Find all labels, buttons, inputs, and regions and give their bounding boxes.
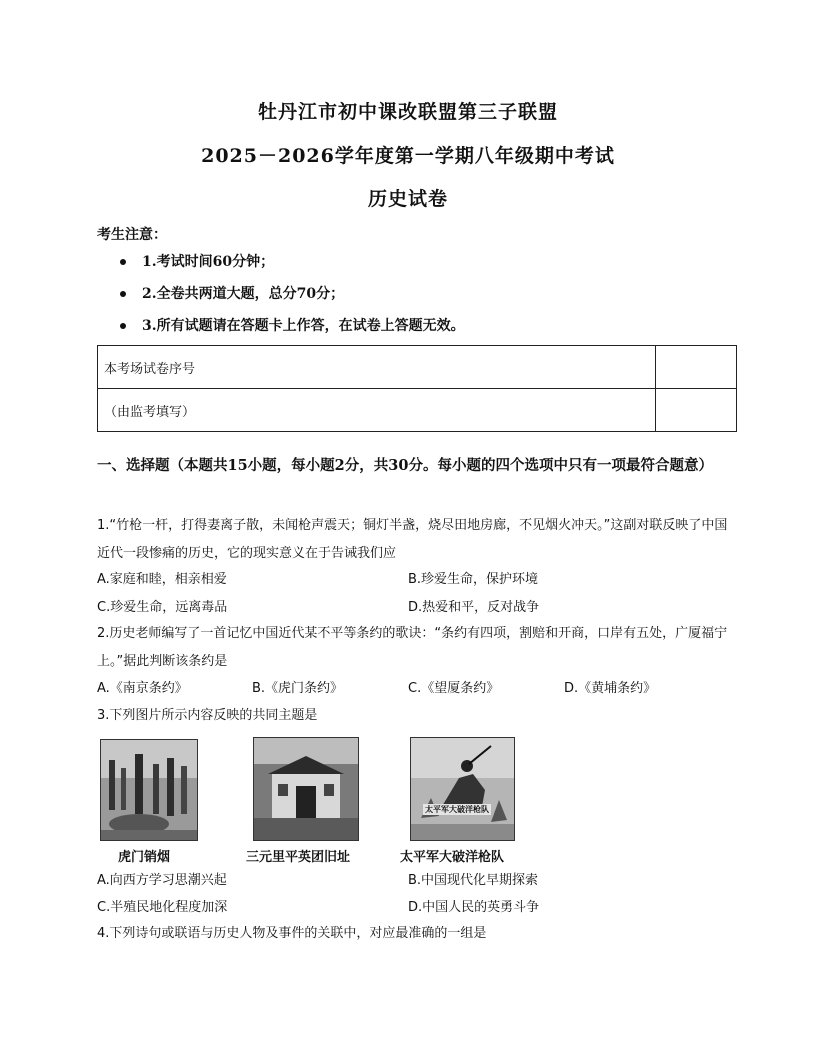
humen-opium-photo <box>100 739 198 841</box>
seat-number-table <box>97 345 737 432</box>
photo-caption-sanyuanli: 三元里平英团旧址 <box>246 850 351 865</box>
taiping-painting-banner: 太平军大破洋枪队 <box>425 805 489 814</box>
question-2-option-b: B.《虎门条约》 <box>252 681 344 696</box>
question-1-option-b: B.珍爱生命，保护环境 <box>408 572 539 587</box>
question-2-stem: 2.历史老师编写了一首记忆中国近代某不平等条约的歌诀：“条约有四项，割赔和开商，口岸有五处，广厦福宁上。”据此判断该条约是 <box>97 626 728 669</box>
notice-item: 3.所有试题请在答题卡上作答，在试卷上答题无效。 <box>118 316 465 348</box>
seat-number-cell[interactable] <box>656 346 737 389</box>
question-2-option-c: C.《望厦条约》 <box>408 681 500 696</box>
seat-number-cell[interactable] <box>656 389 737 432</box>
seat-number-note: （由监考填写） <box>98 389 656 432</box>
question-4-stem: 4.下列诗句或联语与历史人物及事件的关联中，对应最准确的一组是 <box>97 926 487 941</box>
question-1-option-c: C.珍爱生命，远离毒品 <box>97 600 228 615</box>
exam-title-line1: 牡丹江市初中课改联盟第三子联盟 <box>257 101 558 123</box>
question-2-option-d: D.《黄埔条约》 <box>564 681 657 696</box>
notice-item: 1.考试时间60分钟； <box>118 252 465 284</box>
taiping-army-image <box>411 738 514 840</box>
question-2-option-a: A.《南京条约》 <box>97 681 188 696</box>
seat-number-label: 本考场试卷序号 <box>98 346 656 389</box>
section-title: 一、选择题（本题共15小题，每小题2分，共30分。每小题的四个选项中只有一项最符合题意） <box>97 457 713 474</box>
notice-item: 2.全卷共两道大题，总分70分； <box>118 284 465 316</box>
notice-heading: 考生注意： <box>97 227 167 243</box>
photo-caption-humen: 虎门销烟 <box>118 850 171 865</box>
notice-list <box>118 252 465 348</box>
photo-caption-taiping: 太平军大破洋枪队 <box>400 850 505 865</box>
question-3-option-d: D.中国人民的英勇斗争 <box>408 900 540 915</box>
exam-title-subject: 历史试卷 <box>367 188 448 210</box>
question-1-option-d: D.热爱和平，反对战争 <box>408 600 540 615</box>
exam-title-line2: 2025－2026学年度第一学期八年级期中考试 <box>201 145 615 167</box>
sanyuanli-site-photo <box>253 737 359 841</box>
humen-opium-image <box>101 740 197 840</box>
question-3-option-c: C.半殖民地化程度加深 <box>97 900 228 915</box>
sanyuanli-site-image <box>254 738 358 840</box>
question-1-option-a: A.家庭和睦，相亲相爱 <box>97 572 227 587</box>
question-3-option-a: A.向西方学习思潮兴起 <box>97 873 227 888</box>
question-1-stem: 1.“竹枪一杆，打得妻离子散，未闻枪声震天；铜灯半盏，烧尽田地房廊，不见烟火冲天。”这副对联反映了中国近代一段惨痛的历史，它的现实意义在于告诫我们应 <box>97 518 728 561</box>
question-3-stem: 3.下列图片所示内容反映的共同主题是 <box>97 708 318 723</box>
taiping-army-painting <box>410 737 515 841</box>
question-3-option-b: B.中国现代化早期探索 <box>408 873 539 888</box>
